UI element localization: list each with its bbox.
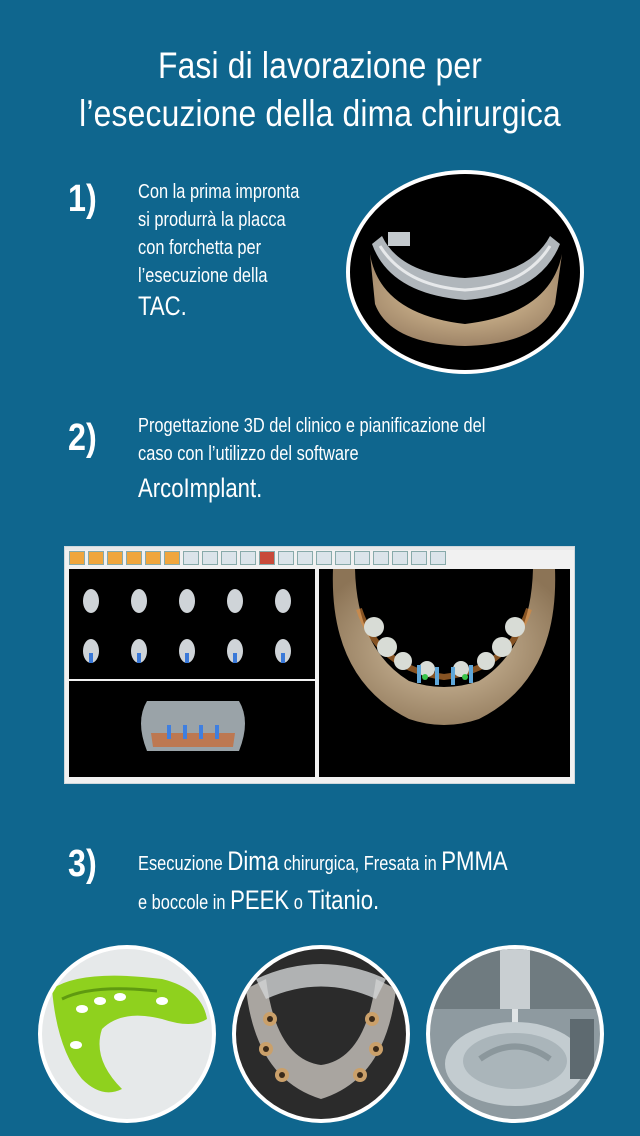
step-3-part: PEEK xyxy=(230,885,290,915)
slice-viewport xyxy=(69,569,315,679)
step-3-part: Titanio. xyxy=(307,885,380,915)
step-3-part: Esecuzione xyxy=(138,853,228,875)
step-1-line: l’esecuzione della xyxy=(138,265,268,287)
title-line-1: Fasi di lavorazione per xyxy=(157,45,483,86)
impression-tray-photo xyxy=(346,170,584,374)
step-2-emphasis: ArcoImplant. xyxy=(138,473,263,503)
pmma-guide-photo xyxy=(232,945,410,1123)
step-1-line: si produrrà la placca xyxy=(138,209,286,231)
software-screenshot xyxy=(64,546,575,784)
step-2-line: caso con l’utilizzo del software xyxy=(138,443,359,465)
3d-model-viewport xyxy=(319,569,570,777)
step-3-part: PMMA xyxy=(441,846,508,876)
title-line-2: l’esecuzione della dima chirurgica xyxy=(79,93,561,134)
step-3-number: 3) xyxy=(68,843,97,885)
panoramic-viewport xyxy=(69,681,315,777)
step-3-text xyxy=(138,843,508,921)
step-1-line: con forchetta per xyxy=(138,237,262,259)
milling-machine-photo xyxy=(426,945,604,1123)
step-1-text xyxy=(138,178,299,320)
page-title xyxy=(45,42,595,138)
software-toolbar xyxy=(69,551,449,565)
step-3-part: o xyxy=(289,892,308,914)
step-3-part: chirurgica, Fresata in xyxy=(279,853,442,875)
step-1-line: Con la prima impronta xyxy=(138,181,300,203)
step-2-number: 2) xyxy=(68,417,97,459)
step-1-number: 1) xyxy=(68,178,97,220)
step-3-part: Dima xyxy=(227,846,280,876)
dima-3d-render-photo xyxy=(38,945,216,1123)
step-2-line: Progettazione 3D del clinico e pianificazione del xyxy=(138,415,486,437)
step-3-part: e boccole in xyxy=(138,892,231,914)
step-2-text xyxy=(138,412,485,502)
step-1-emphasis: TAC. xyxy=(138,291,187,321)
